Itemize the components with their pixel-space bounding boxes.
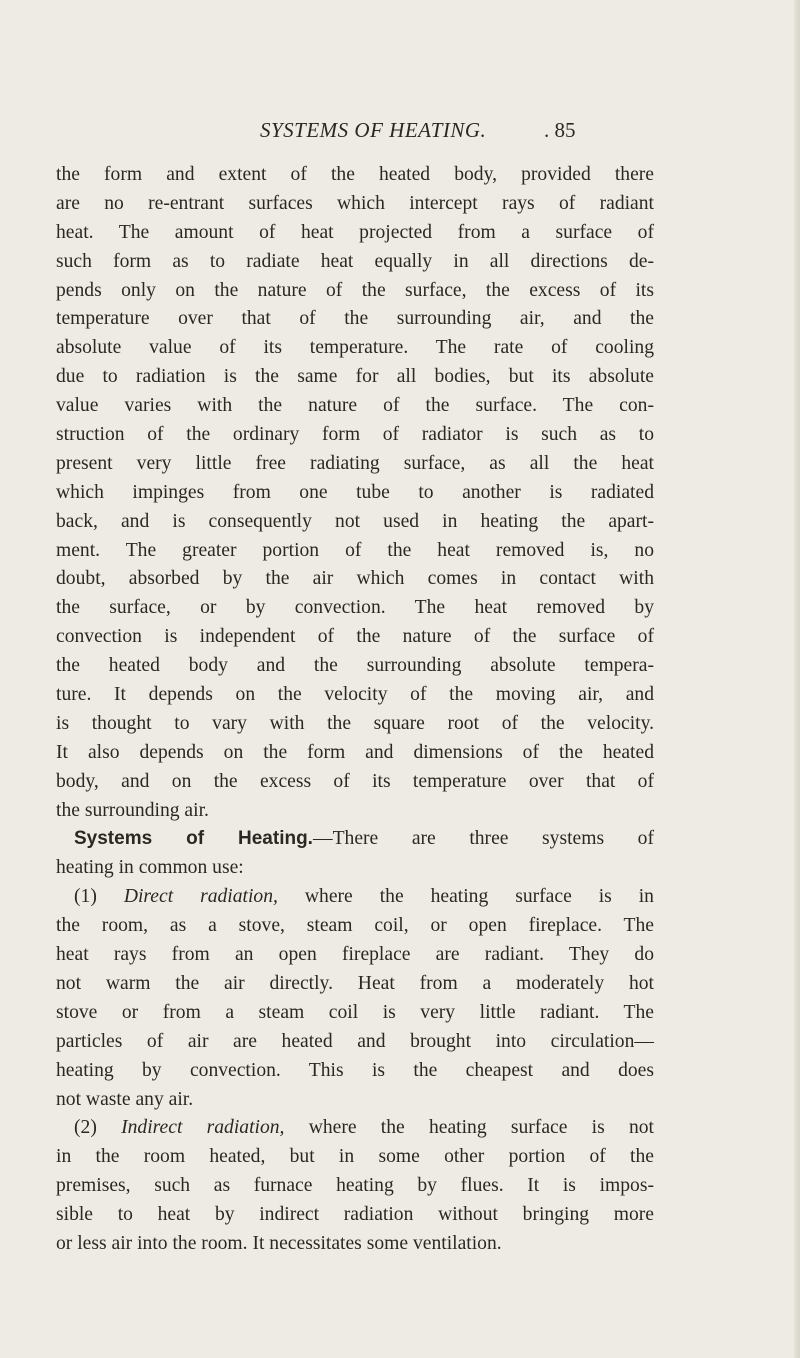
text-line: the surrounding air. [56,799,209,821]
text-line: doubt, absorbed by the air which comes in contact with [56,568,654,590]
text-line: It also depends on the form and dimensions of the heated [56,741,654,763]
list-item-text: where the heating surface is in [304,886,654,908]
running-header [0,118,800,152]
text-line: which impinges from one tube to another is radiated [56,481,654,503]
running-title: SYSTEMS OF HEATING. [260,118,487,142]
text-line: in the room heated, but in some other portion of the [56,1146,654,1168]
section-heading-line [56,825,654,854]
list-item-number: (2) [74,1117,97,1139]
text-line: the form and extent of the heated body, provided there [56,164,654,185]
text-line: the surface, or by convection. The heat removed by [56,597,654,619]
text-line: back, and is consequently not used in heating the apart- [56,510,654,532]
text-line: are no re-entrant surfaces which intercept rays of radiant [56,192,654,214]
text-line: the room, as a stove, steam coil, or open fireplace. The [56,915,654,937]
text-line: due to radiation is the same for all bodies, but its absolute [56,366,654,388]
text-line: not warm the air directly. Heat from a moderately hot [56,972,654,994]
text-line: present very little free radiating surface, as all the heat [56,452,654,474]
text-line: heating by convection. This is the cheapest and does [56,1059,654,1081]
text-line: pends only on the nature of the surface, the excess of its [56,279,654,301]
list-item-first-line [56,1114,654,1143]
list-item-term: Indirect radiation, [121,1117,285,1139]
text-line: such form as to radiate heat equally in all directions de- [56,250,654,272]
text-line: particles of air are heated and brought into circulation— [56,1030,654,1052]
list-item-text: where the heating surface is not [308,1117,654,1139]
text-line: value varies with the nature of the surface. The con- [56,395,654,417]
text-line: sible to heat by indirect radiation without bringing more [56,1204,654,1226]
text-line: ture. It depends on the velocity of the moving air, and [56,684,654,706]
text-line: or less air into the room. It necessitates some ventilation. [56,1232,502,1254]
text-line: not waste any air. [56,1088,194,1110]
text-line: body, and on the excess of its temperature over that of [56,770,654,792]
text-line: convection is independent of the nature of the surface of [56,626,654,648]
page-edge [794,0,800,1358]
text-line: absolute value of its temperature. The rate of cooling [56,337,654,359]
text-line: heating in common use: [56,857,244,879]
page-number: . 85 [544,118,576,142]
text-line: ment. The greater portion of the heat removed is, no [56,539,654,561]
text-line: heat. The amount of heat projected from a surface of [56,221,654,243]
text-line: stove or from a steam coil is very little radiant. The [56,1001,654,1023]
text-line: is thought to vary with the square root of the velocity. [56,712,654,734]
text-line: heat rays from an open fireplace are radiant. They do [56,944,654,966]
list-item-first-line [56,883,654,912]
body-text [56,161,654,1259]
list-item-term: Direct radiation, [123,886,278,908]
text-line: premises, such as furnace heating by flues. It is impos- [56,1175,654,1197]
text-line: the heated body and the surrounding absolute tempera- [56,655,654,677]
section-heading: Systems of Heating. [74,828,313,850]
list-item-number: (1) [74,886,97,908]
text-line: temperature over that of the surrounding air, and the [56,308,654,330]
section-heading-text: —There are three systems of [312,828,655,850]
text-line: struction of the ordinary form of radiator is such as to [56,424,654,446]
